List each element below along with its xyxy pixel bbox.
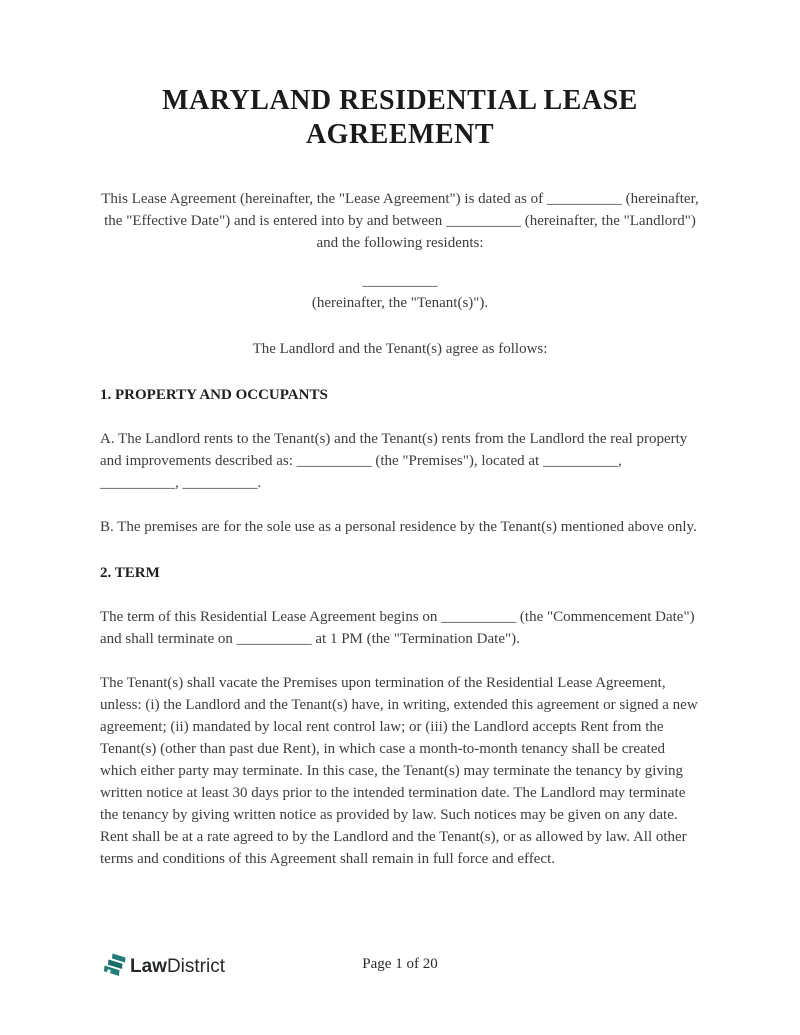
paragraph-property-b: B. The premises are for the sole use as a personal residence by the Tenant(s) mentioned above only.: [100, 519, 697, 535]
intro-paragraph: This Lease Agreement (hereinafter, the "Lease Agreement") is dated as of __________ (hereinafter, the "Effective Date") and is entered into by and between __________ (hereinafter, the "Landlord") and the following residents:: [101, 191, 699, 251]
section-heading-term: 2. TERM: [100, 565, 160, 581]
paragraph-term-dates: The term of this Residential Lease Agreement begins on __________ (the "Commencement Date") and shall terminate on __________ at 1 PM (the "Termination Date").: [100, 609, 695, 647]
agreement-lead-in-line: The Landlord and the Tenant(s) agree as follows:: [252, 341, 548, 357]
logo-text-law: Law: [130, 955, 167, 977]
tenant-hereinafter-label: (hereinafter, the "Tenant(s)").: [311, 295, 489, 311]
paragraph-property-a: A. The Landlord rents to the Tenant(s) and the Tenant(s) rents from the Landlord the real property and improvements described as: __________ (the "Premises"), located at __________, __________, __________.: [100, 431, 688, 491]
tenant-name-blank: __________: [362, 273, 438, 289]
paragraph-term-vacate-conditions: The Tenant(s) shall vacate the Premises upon termination of the Residential Lease Agreement, unless: (i) the Landlord and the Tenant(s) have, in writing, extended this agreement or signed a new agreement; (ii) mandated by local rent control law; or (iii) the Landlord accepts Rent from the Tenant(s) (other than past due Rent), in which case a month-to-month tenancy shall be created which either party may terminate. In this case, the Tenant(s) may terminate the tenancy by giving written notice at least 30 days prior to the intended termination date. The Landlord may terminate the tenancy by giving written notice as provided by law. Such notices may be given on any date. Rent shall be at a rate agreed to by the Landlord and the Tenant(s), or as allowed by law. All other terms and conditions of this Agreement shall remain in full force and effect.: [100, 675, 698, 867]
document-title: MARYLAND RESIDENTIAL LEASE AGREEMENT: [162, 85, 638, 150]
page-footer: [0, 948, 800, 986]
logo-text-district: District: [166, 955, 226, 977]
lease-document-page: [100, 0, 700, 870]
section-heading-property-and-occupants: 1. PROPERTY AND OCCUPANTS: [100, 387, 328, 403]
page-number: Page 1 of 20: [362, 956, 438, 972]
